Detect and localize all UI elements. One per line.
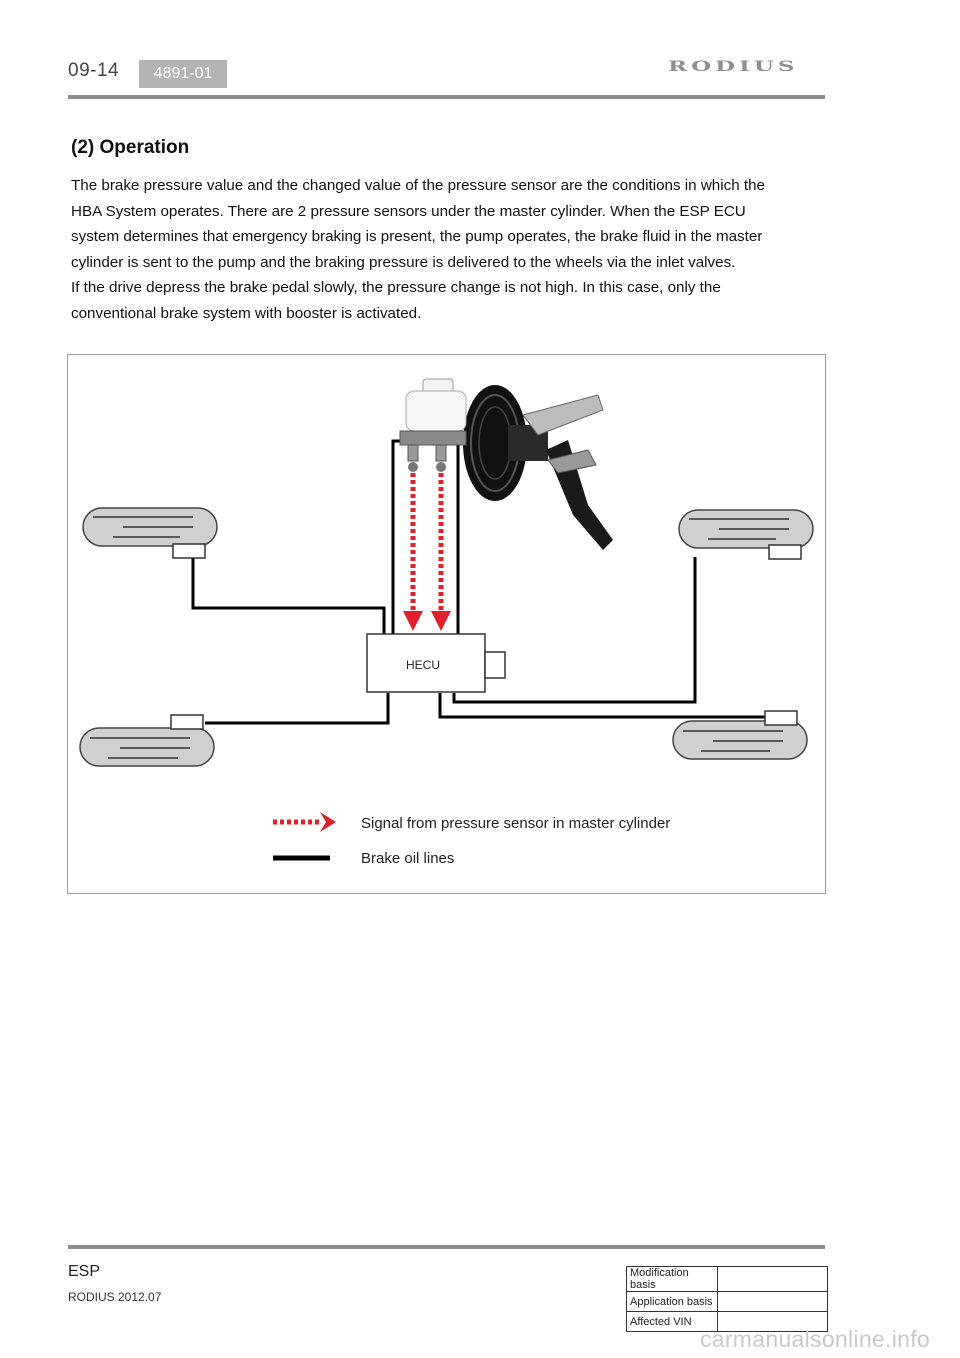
revision-label: Modification basis (627, 1267, 718, 1292)
revision-value (718, 1267, 828, 1292)
line-front-left (193, 554, 384, 635)
legend-oil-label: Brake oil lines (361, 850, 455, 867)
hecu-label: HECU (405, 658, 441, 672)
section-title: (2) Operation (71, 137, 190, 158)
table-row (627, 1267, 828, 1292)
revision-table (626, 1266, 828, 1332)
footer-model: RODIUS 2012.07 (68, 1290, 162, 1304)
hecu-unit (367, 634, 505, 692)
line-rear-right (440, 693, 766, 717)
line-master-right (448, 441, 458, 635)
brake-booster-assembly (463, 385, 613, 550)
revision-value (718, 1292, 828, 1312)
pressure-sensor-signals (403, 473, 451, 631)
footer-rule (68, 1245, 825, 1249)
signal-arrow-head (431, 611, 451, 631)
legend (273, 812, 670, 867)
section-code-badge: 4891-01 (139, 60, 227, 88)
footer-system: ESP (68, 1263, 101, 1280)
paragraph: If the drive depress the brake pedal slowly, the pressure change is not high. In this case, only the conventional brake system with booster is activated. (71, 279, 721, 322)
brand-logo: RODIUS (668, 58, 799, 75)
master-cylinder (400, 379, 466, 472)
hba-operation-diagram (67, 354, 826, 894)
page-number: 09-14 (68, 60, 120, 81)
header-rule (68, 95, 825, 99)
wheel-rear-left (80, 715, 214, 766)
wheel-front-left (83, 508, 217, 558)
line-front-right (454, 557, 695, 702)
revision-label: Affected VIN (627, 1312, 718, 1332)
legend-arrow-icon (320, 812, 336, 832)
revision-label: Application basis (627, 1292, 718, 1312)
watermark: carmanualsonline.info (699, 1326, 930, 1352)
legend-signal-label: Signal from pressure sensor in master cylinder (361, 815, 671, 832)
line-rear-left (205, 693, 388, 723)
diagram-canvas (68, 355, 825, 893)
signal-arrow-head (403, 611, 423, 631)
body-text (71, 173, 791, 326)
table-row (627, 1292, 828, 1312)
paragraph: The brake pressure value and the changed value of the pressure sensor are the conditions in which the HBA System operates. There are 2 pressure sensors under the master cylinder. When the ESP ECU system determines that emergency braking is present, the pump operates, the brake fluid in the master cylinder is sent to the pump and the braking pressure is delivered to the wheels via the inlet valves. (71, 177, 765, 271)
wheel-front-right (679, 510, 813, 559)
